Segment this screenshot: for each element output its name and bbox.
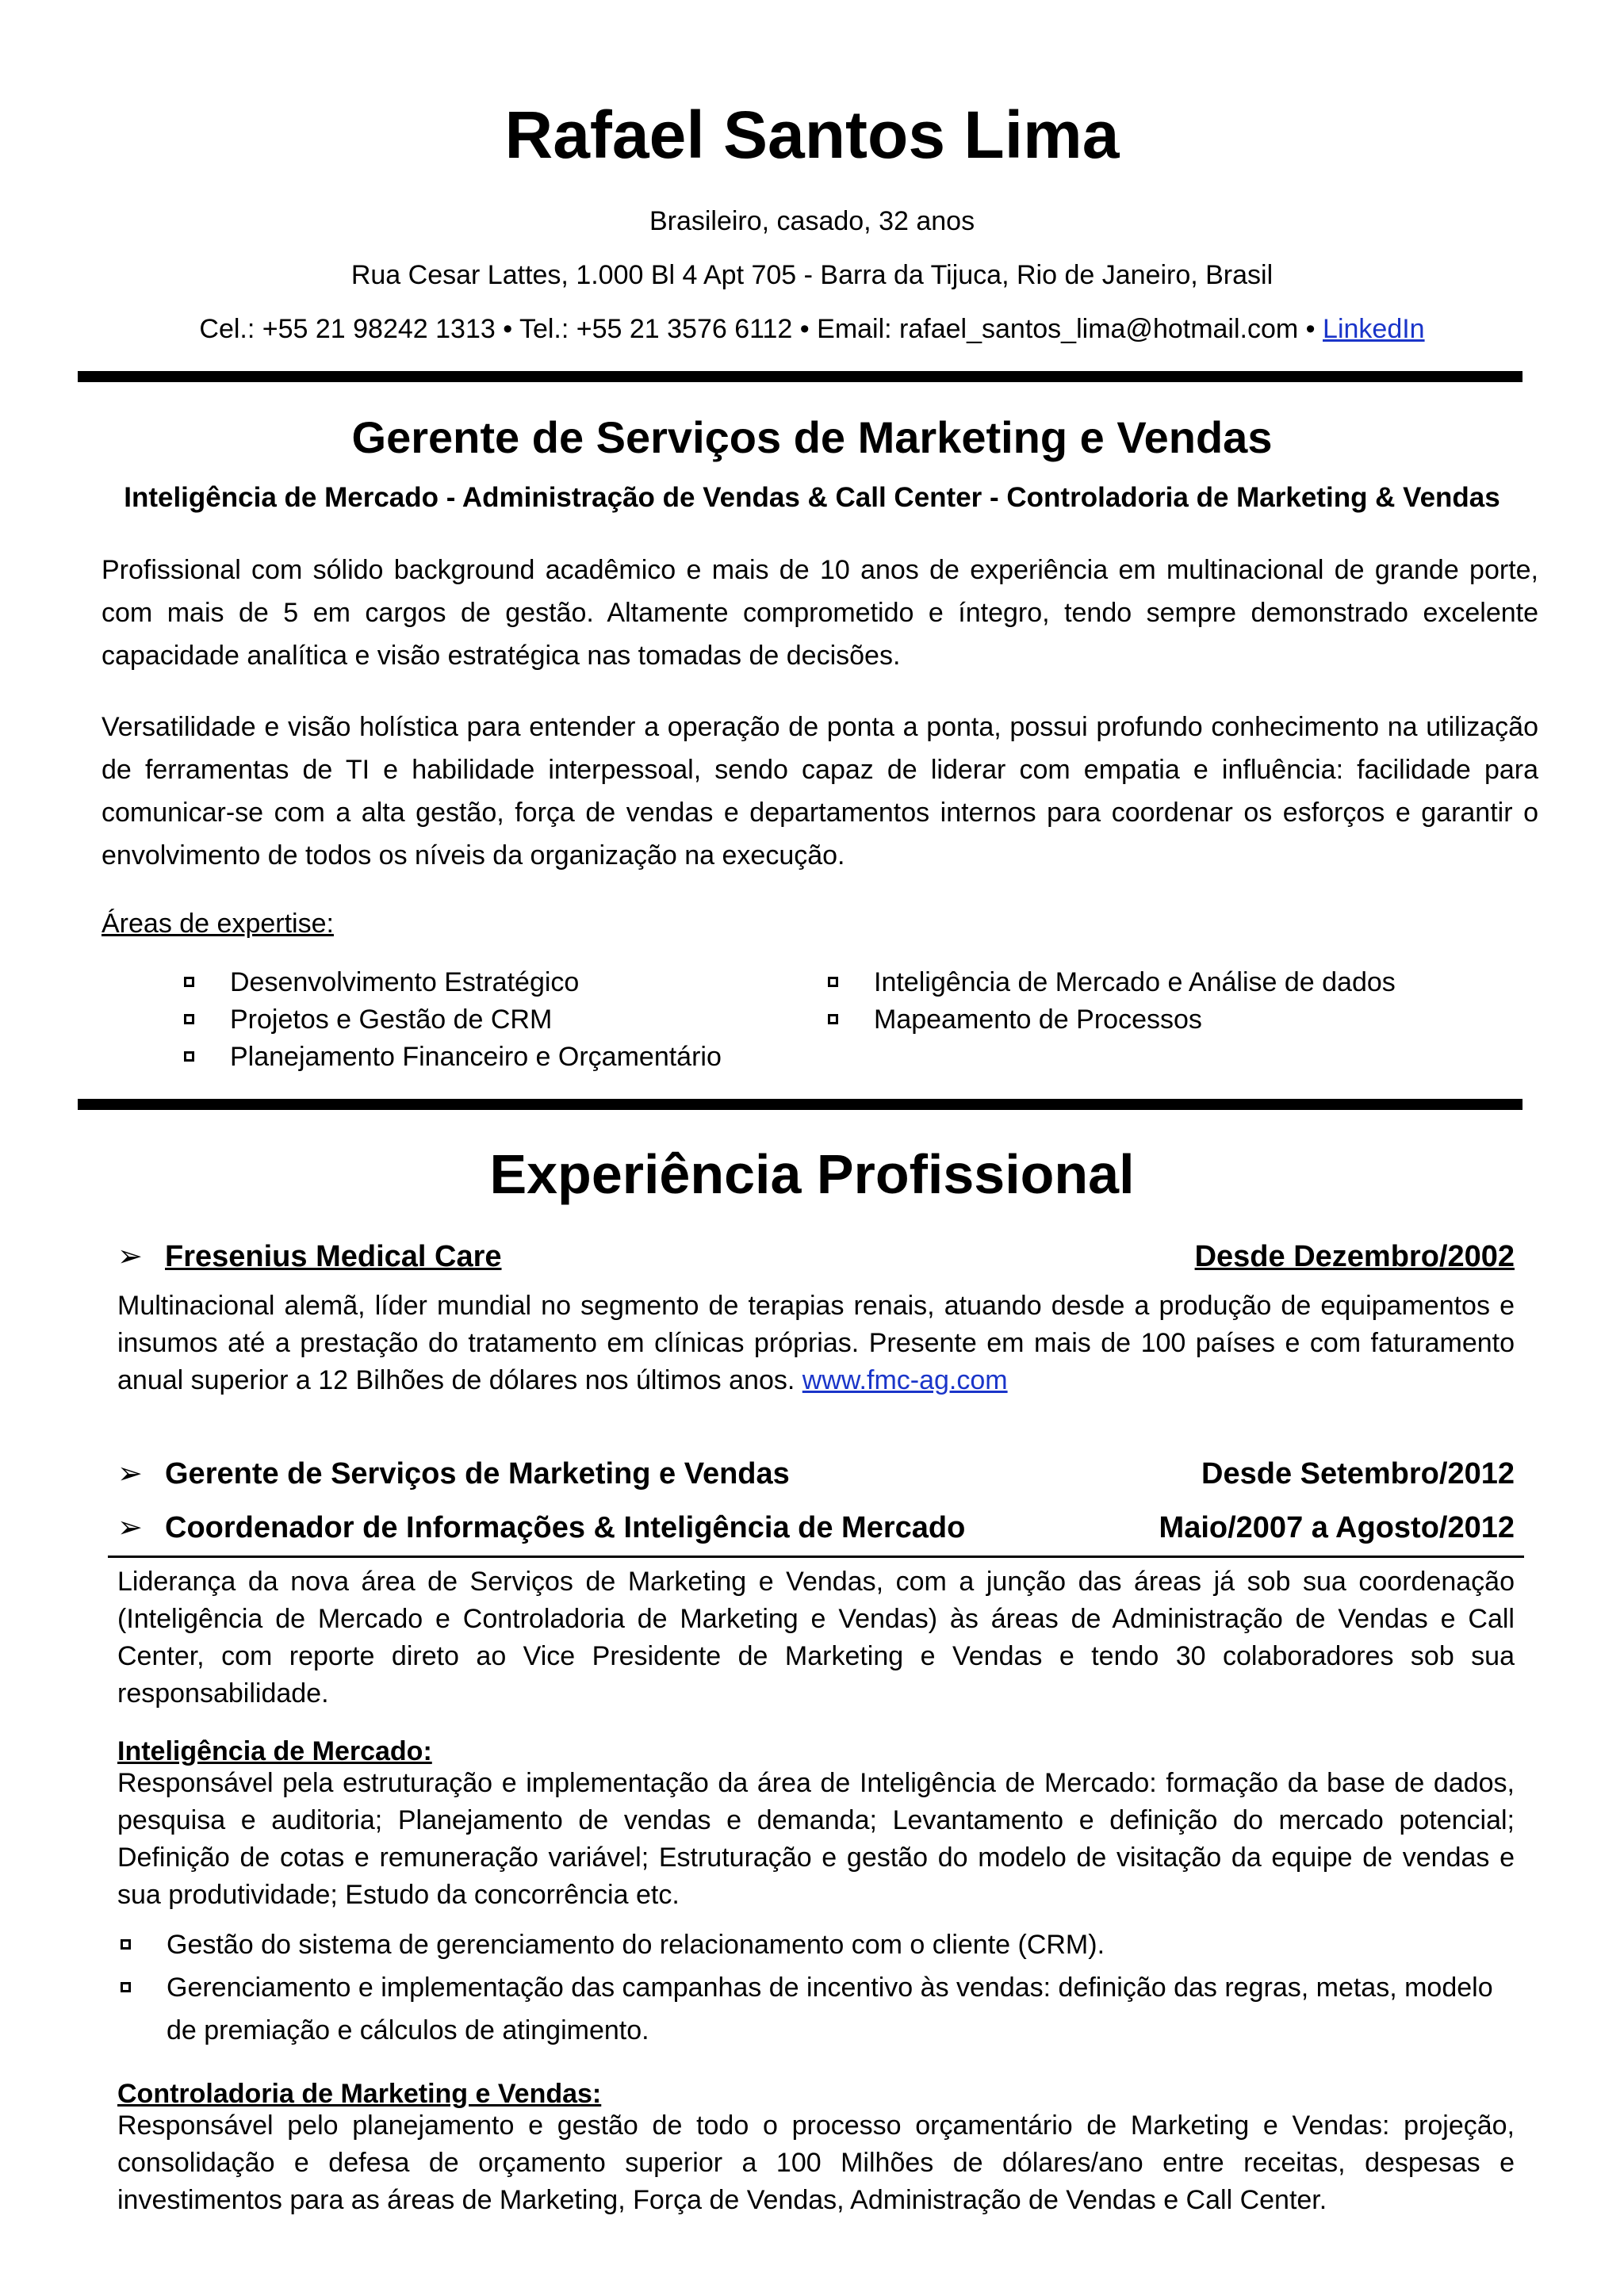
address: Rua Cesar Lattes, 1.000 Bl 4 Apt 705 - Barra da Tijuca, Rio de Janeiro, Brasil xyxy=(350,260,1274,290)
list-item-label: Inteligência de Mercado e Análise de dados xyxy=(874,967,1396,997)
list-item xyxy=(179,1001,722,1039)
role-title: Gerente de Serviços de Marketing e Vendas xyxy=(165,1457,790,1490)
list-item-label: Desenvolvimento Estratégico xyxy=(230,967,580,997)
checkbox-bullet-icon xyxy=(184,977,194,987)
company-period: Desde Dezembro/2002 xyxy=(1194,1240,1515,1273)
candidate-name: Rafael Santos Lima xyxy=(504,98,1120,172)
list-item xyxy=(117,1966,1515,2052)
role-title: Coordenador de Informações & Inteligência de Mercado xyxy=(165,1511,966,1544)
profile-subtitle: Inteligência de Mercado - Administração de Vendas & Call Center - Controladoria de Marketing & Vendas xyxy=(124,482,1500,513)
role-divider xyxy=(108,1556,1524,1558)
company-name: Fresenius Medical Care xyxy=(165,1240,502,1273)
areas-title: Áreas de expertise: xyxy=(102,909,334,939)
list-item-label: Gerenciamento e implementação das campanhas de incentivo às vendas: definição das regras, metas, modelo de premiação e cálculos de atingimento. xyxy=(167,1973,1493,2045)
list-item-label: Projetos e Gestão de CRM xyxy=(230,1004,553,1035)
company-description xyxy=(117,1288,1515,1399)
controlling-title: Controladoria de Marketing e Vendas: xyxy=(117,2079,602,2109)
checkbox-bullet-icon xyxy=(121,1982,131,1992)
list-item xyxy=(117,1923,1515,1966)
company-description-text: Multinacional alemã, líder mundial no segmento de terapias renais, atuando desde a produção de equipamentos e insumos até a prestação do tratamento em clínicas próprias. Presente em mais de 100 países e com faturamento anual superior a 12 Bilhões de dólares nos últimos anos. xyxy=(117,1291,1515,1395)
experience-section-title: Experiência Profissional xyxy=(489,1143,1135,1205)
list-item xyxy=(179,1039,722,1076)
list-item-label: Mapeamento de Processos xyxy=(874,1004,1202,1035)
market-intelligence-title: Inteligência de Mercado: xyxy=(117,1736,432,1766)
list-item xyxy=(823,964,1396,1001)
contact-line xyxy=(0,316,1624,342)
arrow-bullet-icon: ➢ xyxy=(117,1457,143,1490)
section-divider xyxy=(78,371,1522,382)
list-item-label: Planejamento Financeiro e Orçamentário xyxy=(230,1042,722,1072)
areas-list-right xyxy=(823,964,1396,1039)
list-item xyxy=(823,1001,1396,1039)
role-description: Liderança da nova área de Serviços de Marketing e Vendas, com a junção das áreas já sob sua coordenação (Inteligência de Mercado e Controladoria de Marketing e Vendas) às áreas de Administração de Vendas e Call Center, com reporte direto ao Vice Presidente de Marketing e Vendas e tendo 30 colaboradores sob sua responsabilidade. xyxy=(117,1567,1515,1709)
role-period: Desde Setembro/2012 xyxy=(1201,1457,1515,1490)
checkbox-bullet-icon xyxy=(828,1014,838,1024)
checkbox-bullet-icon xyxy=(121,1939,131,1950)
contact-details: Cel.: +55 21 98242 1313 • Tel.: +55 21 3576 6112 • Email: rafael_santos_lima@hotmail.com • xyxy=(199,314,1316,344)
list-item xyxy=(179,964,722,1001)
company-website-link[interactable]: www.fmc-ag.com xyxy=(802,1365,1008,1395)
list-item-label: Gestão do sistema de gerenciamento do relacionamento com o cliente (CRM). xyxy=(167,1930,1105,1960)
section-divider xyxy=(78,1099,1522,1110)
checkbox-bullet-icon xyxy=(184,1014,194,1024)
linkedin-link[interactable]: LinkedIn xyxy=(1323,314,1425,344)
arrow-bullet-icon: ➢ xyxy=(117,1240,143,1273)
market-intelligence-bullets xyxy=(117,1923,1515,2052)
areas-list-left xyxy=(179,964,722,1076)
personal-info: Brasileiro, casado, 32 anos xyxy=(649,206,975,236)
checkbox-bullet-icon xyxy=(828,977,838,987)
profile-title: Gerente de Serviços de Marketing e Vendas xyxy=(351,412,1273,462)
checkbox-bullet-icon xyxy=(184,1051,194,1062)
profile-paragraph-2: Versatilidade e visão holística para entender a operação de ponta a ponta, possui profundo conhecimento na utilização de ferramentas de TI e habilidade interpessoal, sendo capaz de liderar com empatia e influência: facilidade para comunicar-se com a alta gestão, força de vendas e departamentos internos para coordenar os esforços e garantir o envolvimento de todos os níveis da organização na execução. xyxy=(102,712,1538,871)
controlling-description: Responsável pelo planejamento e gestão de todo o processo orçamentário de Marketing e Vendas: projeção, consolidação e defesa de orçamento superior a 100 Milhões de dólares/ano entre receitas, despesas e investimentos para as áreas de Marketing, Força de Vendas, Administração de Vendas e Call Center. xyxy=(117,2110,1515,2215)
profile-paragraph-1: Profissional com sólido background acadêmico e mais de 10 anos de experiência em multinacional de grande porte, com mais de 5 em cargos de gestão. Altamente comprometido e íntegro, tendo sempre demonstrado excelente capacidade analítica e visão estratégica nas tomadas de decisões. xyxy=(102,555,1538,671)
role-period: Maio/2007 a Agosto/2012 xyxy=(1159,1511,1515,1544)
market-intelligence-description: Responsável pela estruturação e implementação da área de Inteligência de Mercado: formação da base de dados, pesquisa e auditoria; Planejamento de vendas e demanda; Levantamento e definição do mercado potencial; Definição de cotas e remuneração variável; Estruturação e gestão do modelo de visitação da equipe de vendas e sua produtividade; Estudo da concorrência etc. xyxy=(117,1768,1515,1910)
arrow-bullet-icon: ➢ xyxy=(117,1511,143,1544)
